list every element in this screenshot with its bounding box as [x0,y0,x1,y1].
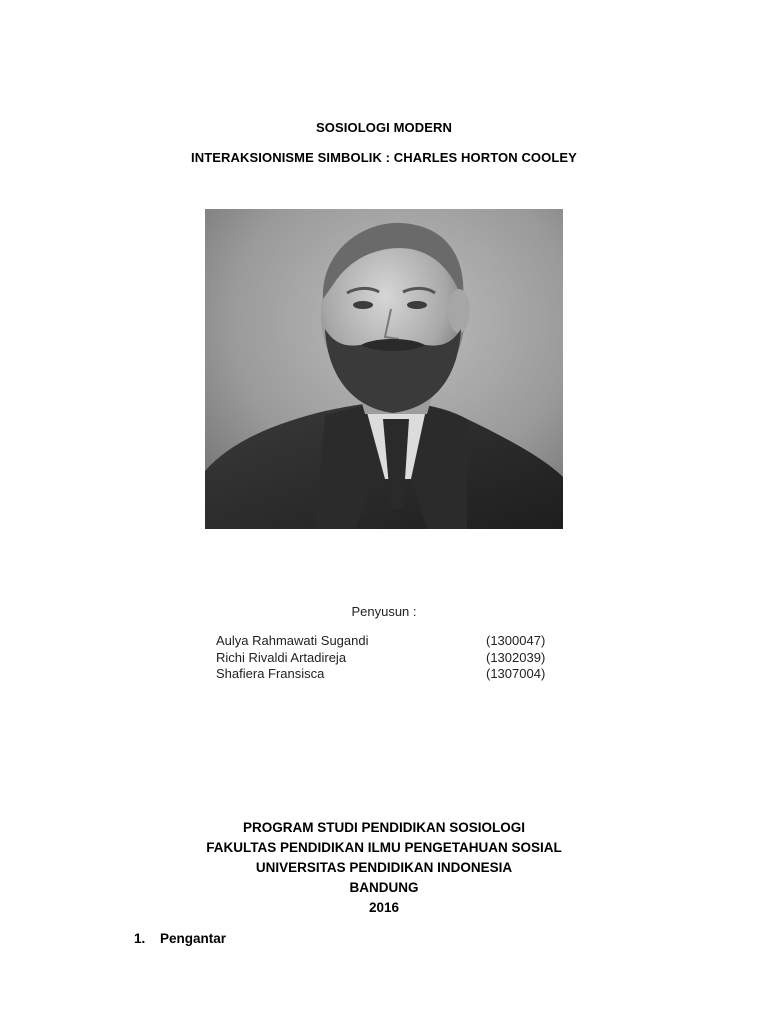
portrait-photo [205,209,563,529]
institution-block [0,818,768,918]
author-row [216,633,556,650]
author-name: Aulya Rahmawati Sugandi [216,633,369,648]
author-row [216,650,556,667]
section-title: Pengantar [160,931,227,946]
author-id: (1300047) [486,633,546,648]
author-row [216,666,556,683]
institution-university: UNIVERSITAS PENDIDIKAN INDONESIA [255,860,513,875]
author-name: Richi Rivaldi Artadireja [216,649,347,665]
authors-list [216,633,556,683]
institution-year: 2016 [368,900,400,915]
authors-label: Penyusun : [351,604,417,619]
section-heading [134,931,226,946]
author-id: (1302039) [486,649,546,665]
course-title: SOSIOLOGI MODERN [316,120,452,135]
author-name: Shafiera Fransisca [216,666,325,681]
section-number: 1. [134,931,146,946]
institution-city: BANDUNG [349,880,419,895]
institution-program: PROGRAM STUDI PENDIDIKAN SOSIOLOGI [242,820,526,835]
author-id: (1307004) [486,666,546,681]
topic-title: INTERAKSIONISME SIMBOLIK : CHARLES HORTON COOLEY [191,150,577,165]
institution-faculty: FAKULTAS PENDIDIKAN ILMU PENGETAHUAN SOSIAL [206,840,562,855]
